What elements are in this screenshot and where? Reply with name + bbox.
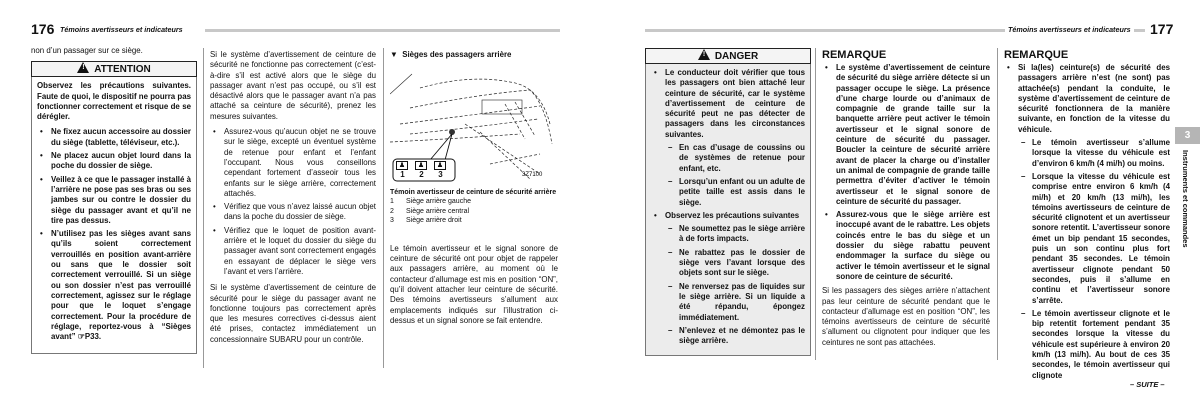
legend-text: Siège arrière gauche (406, 198, 471, 206)
danger-subitem: – Ne rabattez pas le dossier de siège vers l’avant lorsque des objets sont sur le siège. (665, 248, 805, 279)
danger-subitem: – En cas d’usage de coussins ou de systèmes de retenue pour enfant, etc. (665, 143, 805, 174)
list-item: • Vérifiez que le loquet de position avant-arrière et le loquet du dossier du siège du passager avant sont correctement engagés en essayant de déplacer le siège vers l’avant et vers l’arrière. (210, 226, 376, 277)
indicator-label: 2 (419, 170, 424, 180)
danger-subitem: – Ne soumettez pas le siège arrière à de forts impacts. (665, 224, 805, 245)
section-title-text: Sièges des passagers arrière (402, 50, 512, 59)
triangle-down-icon: ▼ (390, 50, 398, 59)
paragraph: Si le système d’avertissement de ceinture de sécurité pour le siège du passager avant ne fonctionne toujours pas correctement après que les mesures correctives ci-dessus aient été prises, contactez immédiatement un concessionnaire SUBARU pour un contrôle. (210, 283, 376, 344)
danger-item (651, 211, 805, 347)
seatbelt-icon: ♟ (396, 161, 408, 170)
seatbelt-indicator (434, 161, 447, 179)
seatbelt-indicator (396, 161, 409, 179)
attention-header (31, 61, 197, 77)
left-column-2 (210, 50, 376, 350)
attention-item: • Veillez à ce que le passager installé à l’arrière ne pose pas ses bras ou ses jambes sur ou contre le dossier du siège du passager avant et qu’il ne tire pas dessus. (37, 175, 191, 226)
remark-subitem: – Le témoin avertisseur clignote et le bip retentit fortement pendant 35 secondes lorsque la vitesse du véhicule est supérieure à environ 20 km/h (13 mi/h). Au bout de ces 35 secondes, le témoin avertisseur qui clignote (1018, 309, 1170, 381)
legend-item (390, 197, 558, 207)
paragraph: Si les passagers des sièges arrière n’attachent pas leur ceinture de sécurité pendant que le contacteur d’allumage est en position “ON”, les témoins avertisseurs de ceinture de sécurité s’allument ou clignotent pour indiquer que les ceintures ne sont pas attachées. (822, 286, 990, 347)
danger-item-text: Le conducteur doit vérifier que tous les passagers ont bien attaché leur ceinture de sécurité, car le système d’avertissement de ceinture de sécurité peut ne pas détecter de passagers dans les circonstances suivantes. (665, 68, 805, 139)
right-column-3 (1004, 48, 1170, 384)
danger-subitem: – Ne renversez pas de liquides sur le siège arrière. Si un liquide a été répandu, épongez immédiatement. (665, 282, 805, 323)
legend-item (390, 207, 558, 217)
legend-text: Siège arrière central (406, 207, 470, 215)
paragraph: Le témoin avertisseur et le signal sonore de ceinture de sécurité ont pour objet de rappeler aux passagers arrière, au moment où le contacteur d’allumage est mis en position “ON”, qu’il doivent attacher leur ceinture de sécurité. Des témoins avertisseurs s’allument aux emplacements indiqués sur l’illustration ci-dessus et un signal sonore se fait entendre. (390, 243, 558, 325)
attention-item: • Ne placez aucun objet lourd dans la poche du dossier de siège. (37, 151, 191, 172)
rear-seatbelt-illustration (390, 64, 558, 182)
danger-item (651, 68, 805, 208)
warning-triangle-icon: ! (77, 62, 89, 73)
attention-item: • Ne fixez aucun accessoire au dossier du siège (tablette, téléviseur, etc.). (37, 127, 191, 148)
indicator-label: 1 (400, 170, 405, 180)
seatbelt-icon: ♟ (415, 161, 427, 170)
column-divider (203, 48, 204, 368)
page-number-right: 177 (1150, 21, 1174, 37)
figure-caption: Témoin avertisseur de ceinture de sécurité arrière (390, 189, 557, 197)
intro-text: non d’un passager sur ce siège. (31, 46, 143, 55)
figure-code: 3Z7100 (522, 172, 543, 179)
left-column-3 (390, 50, 558, 331)
danger-subitem: – N’enlevez et ne démontez pas le siège arrière. (665, 326, 805, 347)
danger-box (645, 64, 811, 356)
remark-item: • Assurez-vous que le siège arrière est inoccupé avant de le rabattre. Les objets coincés entre le bas du siège et un dossier du siège rabattu peuvent endommager la surface du siège ou activer le témoin avertisseur et le signal sonore de ceinture de sécurité. (822, 210, 990, 282)
list-item: • Assurez-vous qu’aucun objet ne se trouve sur le siège, excepté un éventuel système de retenue pour enfant et l’enfant l’occupant. Nous vous conseillons cependant fortement d’asseoir tous les enfants sur le siège arrière, correctement attachés. (210, 127, 376, 199)
legend-text: Siège arrière droit (406, 217, 462, 225)
left-column-1 (31, 46, 197, 354)
right-column-2 (822, 48, 990, 353)
seatbelt-indicators (396, 161, 447, 179)
attention-box (31, 77, 197, 354)
header-title-right: Témoins avertisseurs et indicateurs (1005, 25, 1134, 35)
column-divider (383, 48, 384, 368)
seatbelt-icon: ♟ (434, 161, 446, 170)
danger-header (645, 48, 811, 64)
header-rule-left (205, 29, 560, 32)
header-title-left: Témoins avertisseurs et indicateurs (60, 25, 183, 34)
legend-num: 3 (390, 217, 394, 225)
danger-subitem: – Lorsqu’un enfant ou un adulte de petite taille est assis dans le siège. (665, 177, 805, 208)
column-divider (997, 48, 998, 360)
chapter-tab[interactable]: 3 (1175, 127, 1200, 144)
attention-title: ATTENTION (94, 64, 151, 76)
legend-num: 2 (390, 207, 394, 215)
attention-item: • N’utilisez pas les sièges avant sans qu’ils soient correctement verrouillés en position avant-arrière ou sans que le dossier soit correctement verrouillé. Si un siège ou son dossier n’est pas verrouillé correctement, agissez sur le réglage pour que le loquet s’engage correctement. Pour la procédure de réglage, reportez-vous à “Sièges avant” ☞P33. (37, 229, 191, 342)
danger-item-text: Observez les précautions suivantes (665, 210, 800, 220)
remark-title: REMARQUE (822, 49, 887, 61)
continued-label: – SUITE – (1130, 380, 1165, 389)
seatbelt-indicator (415, 161, 428, 179)
right-column-1 (645, 48, 811, 356)
paragraph: Si le système d’avertissement de ceinture de sécurité ne fonctionne pas correctement (c’est-à-dire s’il est activé alors que le siège du passager avant n’est pas occupé, ou s’il est désactivé alors que le passager avant n’a pas attaché sa ceinture de sécurité), prenez les mesures suivantes. (210, 50, 376, 121)
remark-subitem: – Le témoin avertisseur s’allume lorsque la vitesse du véhicule est d’environ 6 km/h (4 mi/h) ou moins. (1018, 138, 1170, 169)
danger-title: DANGER (714, 51, 759, 62)
remark-subitem: – Lorsque la vitesse du véhicule est comprise entre environ 6 km/h (4 mi/h) et 20 km/h (13 mi/h), les témoins avertisseurs de ceinture de sécurité clignotent et un avertisseur sonore retentit. L’avertisseur sonore émet un bip pendant 15 secondes, puis un son continu plus fort pendant 35 secondes. Le témoin avertisseur clignote pendant 50 secondes, puis il s’allume en continu et l’avertisseur sonore s’arrête. (1018, 172, 1170, 306)
legend-item (390, 216, 558, 226)
remark-item-text: Si la(les) ceinture(s) de sécurité des passagers arrière n’est (ne sont) pas attachée(s) pendant la conduite, le système d’avertissement de ceinture de sécurité fonctionnera de la manière suivante, en fonction de la vitesse du véhicule. (1018, 63, 1170, 134)
column-divider (815, 48, 816, 360)
indicator-label: 3 (438, 170, 443, 180)
section-title (390, 50, 558, 60)
attention-lead: Observez les précautions suivantes. Faute de quoi, le dispositif ne pourra pas fonctionner correctement et risque de se dérégler. (37, 81, 191, 122)
remark-item: • Le système d’avertissement de ceinture de sécurité du siège arrière détecte si un passager occupe le siège. La présence d’une charge lourde ou d’animaux de compagnie de grande taille sur la banquette arrière peut activer le témoin avertisseur et le signal sonore de ceinture de sécurité du passager. Boucler la ceinture de sécurité arrière avant de placer la charge ou d’installer un animal de compagnie de grande taille permettra d’éviter d’activer le témoin avertisseur et le signal sonore de ceinture de sécurité du passager. (822, 63, 990, 207)
remark-title: REMARQUE (1004, 49, 1069, 61)
chapter-label: Instruments et commandes (1181, 150, 1190, 248)
remark-item (1004, 63, 1170, 381)
figure-legend (390, 197, 558, 226)
page-number-left: 176 (31, 21, 55, 37)
list-item: • Vérifiez que vous n’avez laissé aucun objet dans la poche du dossier de siège. (210, 202, 376, 223)
warning-triangle-icon: ! (698, 49, 710, 60)
legend-num: 1 (390, 198, 394, 206)
